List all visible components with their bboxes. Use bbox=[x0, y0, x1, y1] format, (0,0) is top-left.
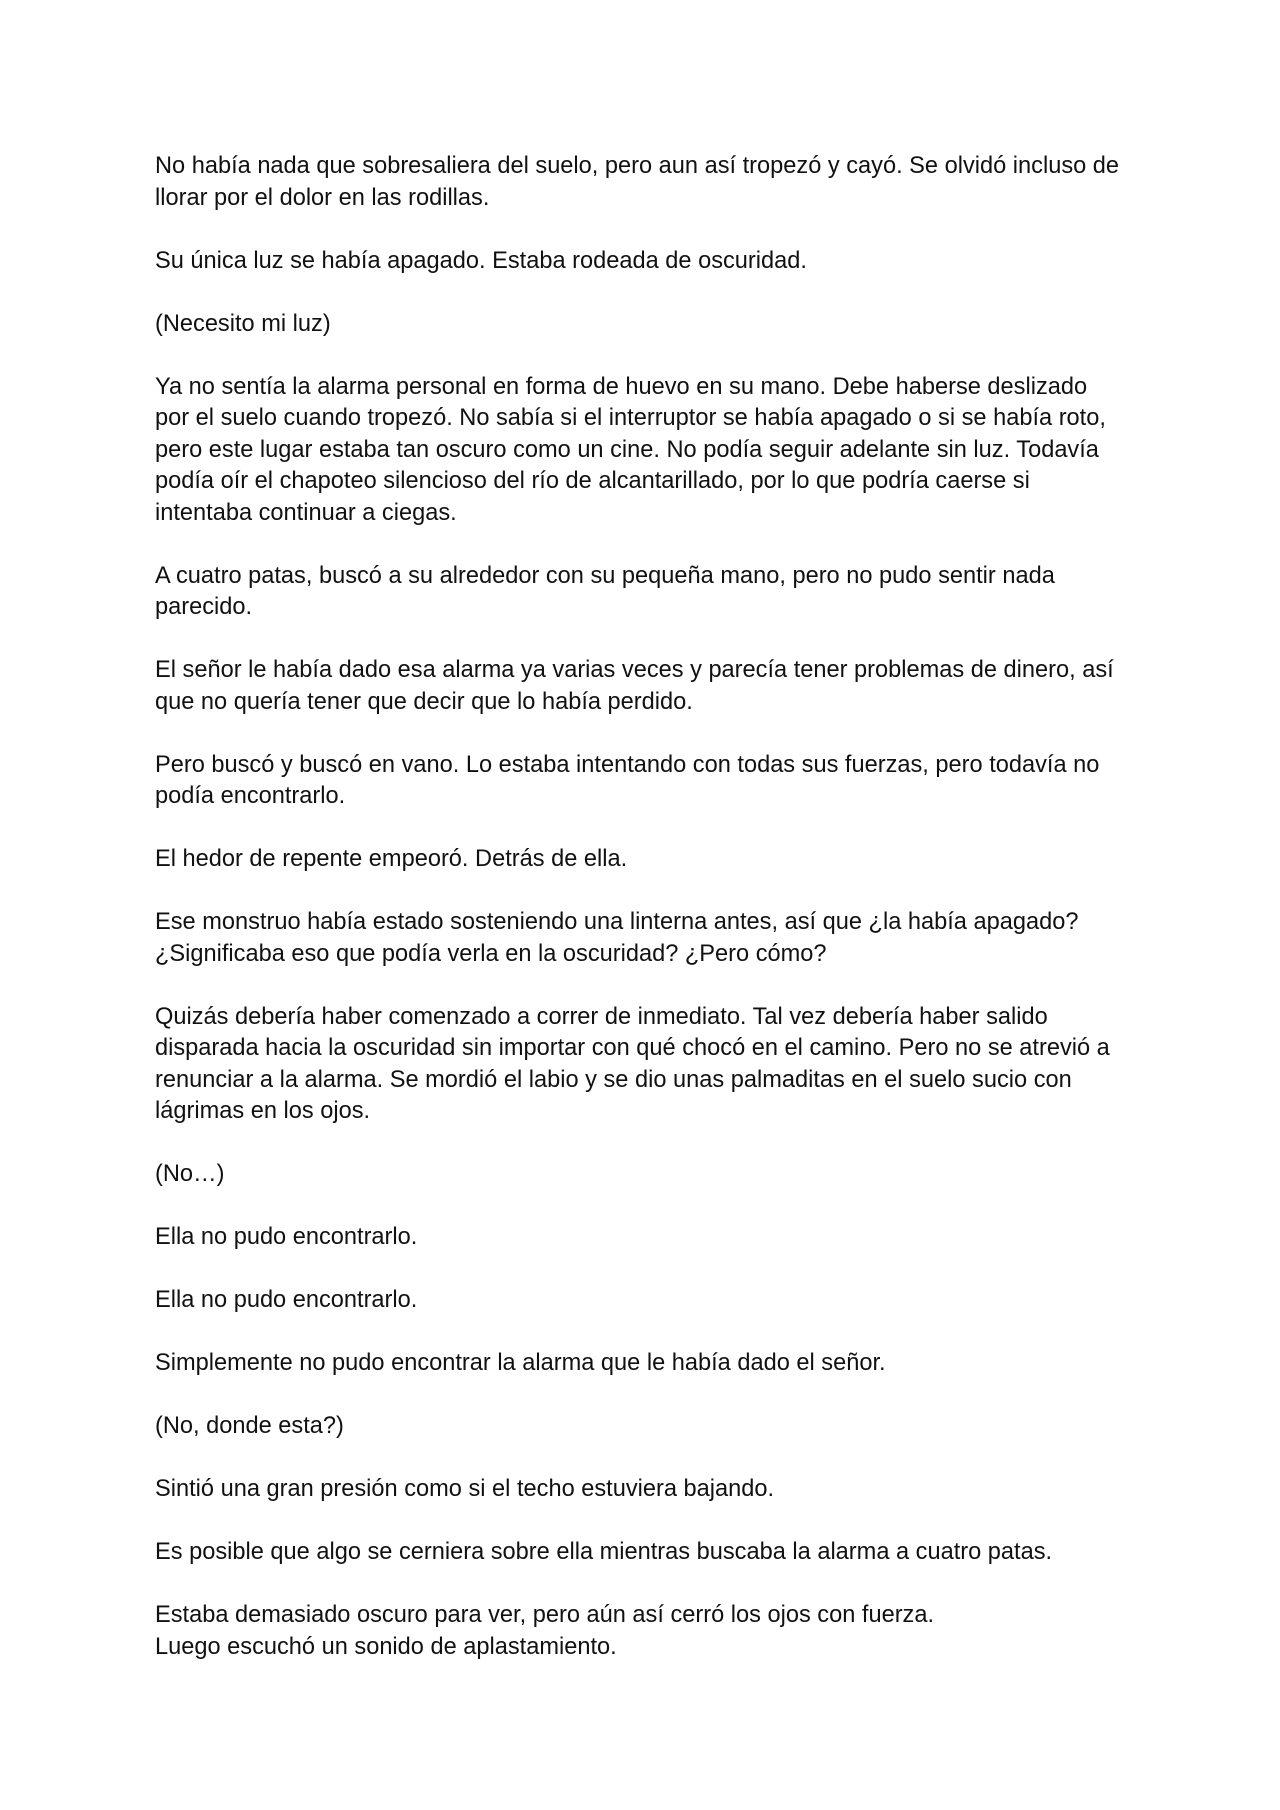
paragraph: Sintió una gran presión como si el techo estuviera bajando. bbox=[155, 1476, 775, 1502]
paragraph: (No…) bbox=[155, 1161, 225, 1187]
paragraph: Estaba demasiado oscuro para ver, pero aún así cerró los ojos con fuerza. Luego escuchó un sonido de aplastamiento. bbox=[155, 1602, 935, 1660]
paragraph: (No, donde esta?) bbox=[155, 1413, 344, 1439]
paragraph: El señor le había dado esa alarma ya varias veces y parecía tener problemas de dinero, así que no quería tener que decir que lo había perdido. bbox=[155, 657, 1114, 715]
paragraph: (Necesito mi luz) bbox=[155, 310, 331, 337]
paragraph: El hedor de repente empeoró. Detrás de ella. bbox=[155, 846, 628, 872]
paragraph: Ya no sentía la alarma personal en forma de huevo en su mano. Debe haberse deslizado por el suelo cuando tropezó. No sabía si el interruptor se había apagado o si se había roto, pero este lugar estaba tan oscuro como un cine. No podía seguir adelante sin luz. Todavía podía oír el chapoteo silencioso del río de alcantarillado, por lo que podría caerse si intentaba continuar a ciegas. bbox=[155, 373, 1106, 526]
paragraph: Su única luz se había apagado. Estaba rodeada de oscuridad. bbox=[155, 247, 807, 274]
paragraph: Ella no pudo encontrarlo. bbox=[155, 1224, 418, 1250]
paragraph: A cuatro patas, buscó a su alrededor con su pequeña mano, pero no pudo sentir nada parecido. bbox=[155, 562, 1055, 620]
paragraph: Simplemente no pudo encontrar la alarma que le había dado el señor. bbox=[155, 1350, 886, 1376]
paragraph: Pero buscó y buscó en vano. Lo estaba intentando con todas sus fuerzas, pero todavía no podía encontrarlo. bbox=[155, 751, 1100, 809]
paragraph: Es posible que algo se cerniera sobre ella mientras buscaba la alarma a cuatro patas. bbox=[155, 1539, 1053, 1565]
paragraph: No había nada que sobresaliera del suelo, pero aun así tropezó y cayó. Se olvidó incluso de llorar por el dolor en las rodillas. bbox=[155, 153, 1120, 211]
document-body bbox=[155, 151, 1135, 1695]
paragraph: Ella no pudo encontrarlo. bbox=[155, 1287, 418, 1313]
paragraph: Quizás debería haber comenzado a correr de inmediato. Tal vez debería haber salido disparada hacia la oscuridad sin importar con qué chocó en el camino. Pero no se atrevió a renunciar a la alarma. Se mordió el labio y se dio unas palmaditas en el suelo sucio con lágrimas en los ojos. bbox=[155, 1003, 1110, 1124]
paragraph: Ese monstruo había estado sosteniendo una linterna antes, así que ¿la había apagado? ¿Significaba eso que podía verla en la oscuridad? ¿Pero cómo? bbox=[155, 909, 1079, 967]
